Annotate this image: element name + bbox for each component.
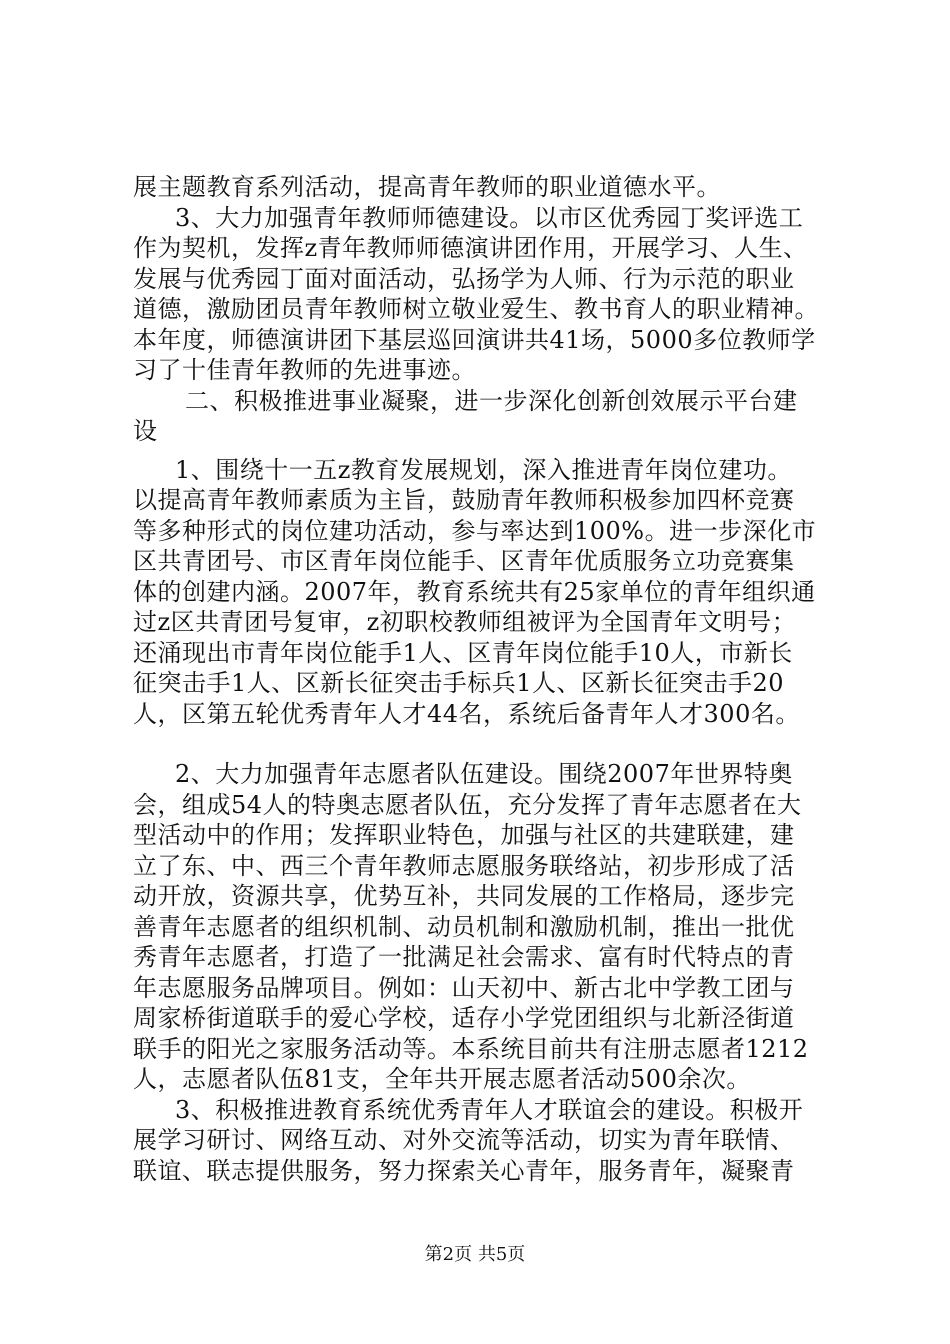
- text-line: 年志愿服务品牌项目。例如：山天初中、新古北中学教工团与: [133, 973, 795, 1002]
- text-line: 联谊、联志提供服务，努力探索关心青年，服务青年，凝聚青: [133, 1156, 795, 1185]
- text-line: 以提高青年教师素质为主旨，鼓励青年教师积极参加四杯竞赛: [133, 486, 795, 514]
- text-line: 动开放，资源共享，优势互补，共同发展的工作格局，逐步完: [133, 882, 795, 910]
- text-line: 等多种形式的岗位建功活动，参与率达到100%。进一步深化市: [133, 516, 817, 545]
- text-line: 过z区共青团号复审，z初职校教师组被评为全国青年文明号；: [133, 608, 797, 636]
- text-line: 发展与优秀园丁面对面活动，弘扬学为人师、行为示范的职业: [133, 264, 795, 293]
- text-line: 联手的阳光之家服务活动等。本系统目前共有注册志愿者1212: [133, 1034, 809, 1063]
- text-line: 展主题教育系列活动，提高青年教师的职业道德水平。: [133, 173, 721, 201]
- text-line: 展学习研讨、网络互动、对外交流等活动，切实为青年联情、: [133, 1126, 795, 1154]
- text-line: 型活动中的作用；发挥职业特色，加强与社区的共建联建，建: [133, 821, 795, 849]
- text-line: 2、大力加强青年志愿者队伍建设。围绕2007年世界特奥: [175, 760, 793, 788]
- text-line: 会，组成54人的特奥志愿者队伍，充分发挥了青年志愿者在大: [133, 790, 802, 819]
- text-line: 征突击手1人、区新长征突击手标兵1人、区新长征突击手20: [133, 669, 785, 697]
- text-line: 还涌现出市青年岗位能手1人、区青年岗位能手10人，市新长: [133, 638, 793, 667]
- section-heading: 二、积极推进事业凝聚，进一步深化创新创效展示平台建: [185, 386, 798, 415]
- text-line: 立了东、中、西三个青年教师志愿服务联络站，初步形成了活: [133, 851, 795, 880]
- text-line: 体的创建内涵。2007年，教育系统共有25家单位的青年组织通: [133, 577, 816, 606]
- section-heading-continued: 设: [133, 417, 158, 445]
- text-line: 3、大力加强青年教师师德建设。以市区优秀园丁奖评选工: [175, 203, 804, 232]
- text-line: 人，志愿者队伍81支，全年共开展志愿者活动500余次。: [133, 1065, 751, 1093]
- text-line: 善青年志愿者的组织机制、动员机制和激励机制，推出一批优: [133, 912, 795, 941]
- text-line: 1、围绕十一五z教育发展规划，深入推进青年岗位建功。: [175, 455, 792, 484]
- text-line: 区共青团号、市区青年岗位能手、区青年优质服务立功竞赛集: [133, 547, 795, 575]
- page-footer: 第2页 共5页: [424, 1244, 526, 1265]
- text-line: 秀青年志愿者，打造了一批满足社会需求、富有时代特点的青: [133, 943, 795, 971]
- text-line: 习了十佳青年教师的先进事迹。: [133, 356, 476, 384]
- text-line: 本年度，师德演讲团下基层巡回演讲共41场，5000多位教师学: [133, 325, 816, 354]
- text-line: 3、积极推进教育系统优秀青年人才联谊会的建设。积极开: [175, 1095, 804, 1124]
- text-line: 道德，激励团员青年教师树立敬业爱生、教书育人的职业精神。: [133, 295, 819, 323]
- text-line: 周家桥街道联手的爱心学校，适存小学党团组织与北新泾街道: [133, 1004, 795, 1032]
- text-line: 人，区第五轮优秀青年人才44名，系统后备青年人才300名。: [133, 699, 800, 728]
- text-line: 作为契机，发挥z青年教师师德演讲团作用，开展学习、人生、: [133, 234, 808, 262]
